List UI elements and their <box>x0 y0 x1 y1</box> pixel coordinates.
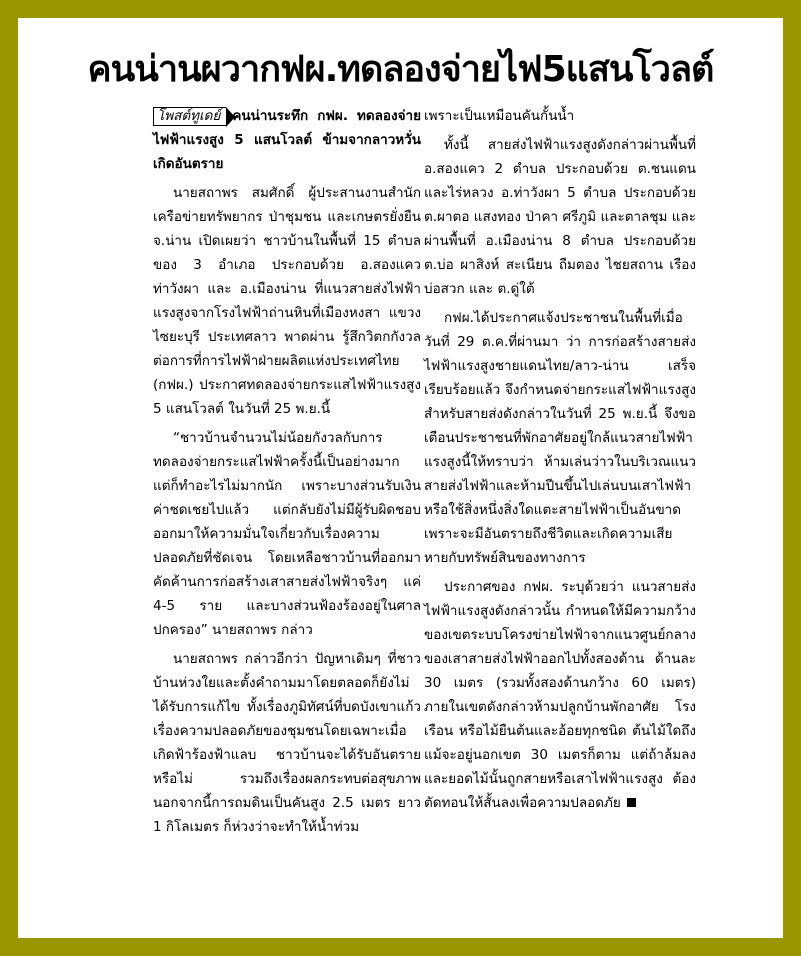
body-paragraph: นายสถาพร สมศักดิ์ ผู้ประสานงานสำนักเครือข่ายทรัพยากร ป่าชุมชน และเกษตรยั่งยืน จ.น่าน เปิดเผยว่า ชาวบ้านในพื้นที่ 15 ตำบล ของ 3 อำเภอ ประกอบด้วย อ.สองแคว ท่าวังผา และ อ.เมืองน่าน ที่แนวสายส่งไฟฟ้าแรงสูงจากโรงไฟฟ้าถ่านหินที่เมืองหงสา แขวงไซยะบุรี ประเทศลาว พาดผ่าน รู้สึกวิตกกังวลต่อการที่การไฟฟ้าฝ่ายผลิตแห่งประเทศไทย (กฟผ.) ประกาศทดลองจ่ายกระแสไฟฟ้าแรงสูง 5 แสนโวลต์ ในวันที่ 25 พ.ย.นี้ <box>153 185 421 417</box>
body-paragraph: ทั้งนี้ สายส่งไฟฟ้าแรงสูงดังกล่าวผ่านพื้นที่ อ.สองแคว 2 ตำบล ประกอบด้วย ต.ชนแดนและไร่หลวง อ.ท่าวังผา 5 ตำบล ประกอบด้วย ต.ผาตอ แสงทอง ป่าคา ศรีภูมิ และตาลชุม และผ่านพื้นที่ อ.เมืองน่าน 8 ตำบล ประกอบด้วย ต.บ่อ ผาสิงห์ สะเนียน ถืมตอง ไชยสถาน เรือง บ่อสวก และ ต.ดู่ใต้ <box>424 137 696 297</box>
body-paragraph: เพราะเป็นเหมือนคันกั้นน้ำ <box>424 108 575 124</box>
lead-text: คนน่านระทึก กฟผ. ทดลองจ่ายไฟฟ้าแรงสูง 5 แสนโวลต์ ข้ามจากลาวหวั่นเกิดอันตราย <box>153 108 421 172</box>
end-mark-icon <box>627 798 636 807</box>
body-paragraph: กฟผ.ได้ประกาศแจ้งประชาชนในพื้นที่เมื่อวันที่ 29 ต.ค.ที่ผ่านมา ว่า การก่อสร้างสายส่งไฟฟ้าแรงสูงชายแดนไทย/ลาว-น่าน เสร็จเรียบร้อยแล้ว จึงกำหนดจ่ายกระแสไฟฟ้าแรงสูงสำหรับสายส่งดังกล่าวในวันที่ 25 พ.ย.นี้ จึงขอเตือนประชาชนที่พักอาศัยอยู่ใกล้แนวสายไฟฟ้าแรงสูงนี้ให้ทราบว่า ห้ามเล่นว่าวในบริเวณแนวสายส่งไฟฟ้าและห้ามปีนขึ้นไปเล่นบนเสาไฟฟ้า หรือใช้สิ่งหนึ่งสิ่งใดแตะสายไฟฟ้าเป็นอันขาดเพราะจะมีอันตรายถึงชีวิตและเกิดความเสียหายกับทรัพย์สินของทางการ <box>424 310 696 566</box>
body-paragraph: นายสถาพร กล่าวอีกว่า ปัญหาเดิมๆ ที่ชาวบ้านห่วงใยและตั้งคำถามมาโดยตลอดก็ยังไม่ได้รับการแก้ไข ทั้งเรื่องภูมิทัศน์ที่บดบังเขาแก้ว เรื่องความปลอดภัยของชุมชนโดยเฉพาะเมื่อเกิดฟ้าร้องฟ้าแลบ ชาวบ้านจะได้รับอันตรายหรือไม่ รวมถึงเรื่องผลกระทบต่อสุขภาพ นอกจากนี้การถมดินเป็นคันสูง 2.5 เมตร ยาว 1 กิโลเมตร ก็ห่วงว่าจะทำให้น้ำท่วม <box>153 651 421 835</box>
article-column-right <box>424 104 696 820</box>
body-paragraph-last <box>424 575 696 815</box>
newspaper-clipping <box>18 18 783 938</box>
headline: คนน่านผวากฟผ.ทดลองจ่ายไฟ5แสนโวลต์ <box>87 49 714 90</box>
source-tag: โพสต์ทูเดย์ <box>153 107 226 126</box>
body-paragraph: “ชาวบ้านจำนวนไม่น้อยกังวลกับการทดลองจ่ายกระแสไฟฟ้าครั้งนี้เป็นอย่างมาก แต่ก็ทำอะไรไม่มากนัก เพราะบางส่วนรับเงินค่าชดเชยไปแล้ว แต่กลับยังไม่มีผู้รับผิดชอบออกมาให้ความมั่นใจเกี่ยวกับเรื่องความปลอดภัยที่ชัดเจน โดยเหลือชาวบ้านที่ออกมาคัดค้านการก่อสร้างเสาสายส่งไฟฟ้าจริงๆ แค่ 4-5 ราย และบางส่วนฟ้องร้องอยู่ในศาลปกครอง” นายสถาพร กล่าว <box>153 430 421 638</box>
body-paragraph-text: ประกาศของ กฟผ. ระบุด้วยว่า แนวสายส่งไฟฟ้าแรงสูงดังกล่าวนั้น กำหนดให้มีความกว้างของเขตระบบโครงข่ายไฟฟ้าจากแนวศูนย์กลางของเสาสายส่งไฟฟ้าออกไปทั้งสองด้าน ด้านละ 30 เมตร (รวมทั้งสองด้านกว้าง 60 เมตร) ภายในเขตดังกล่าวห้ามปลูกบ้านพักอาศัย โรงเรือน หรือไม้ยืนต้นและอ้อยทุกชนิด ต้นไม้ใดถึงแม้จะอยู่นอกเขต 30 เมตรก็ตาม แต่ถ้าล้มลงและยอดไม้นั้นถูกสายหรือเสาไฟฟ้าแรงสูง ต้องตัดทอนให้สั้นลงเพื่อความปลอดภัย <box>424 579 697 811</box>
lead-paragraph <box>153 104 421 176</box>
article-column-left <box>153 104 421 844</box>
